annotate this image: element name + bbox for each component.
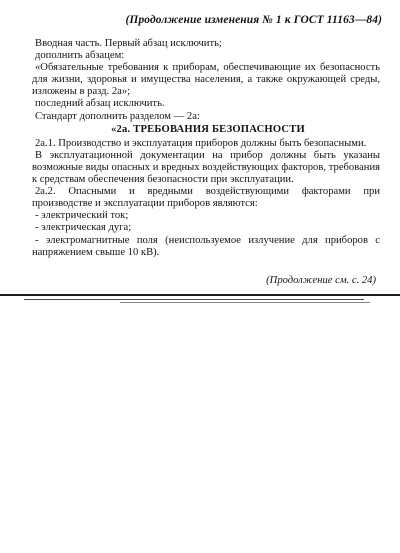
divider-line <box>0 294 400 296</box>
continued-note: (Продолжение см. с. 24) <box>266 275 376 286</box>
divider-line-tertiary <box>120 302 370 303</box>
document-body <box>32 38 380 259</box>
paragraph-intro-exclude: Вводная часть. Первый абзац исключить; <box>35 38 222 49</box>
clause-2a1: 2а.1. Производство и эксплуатация приборов должны быть безопасными. <box>35 137 367 149</box>
paragraph-quoted-requirements: «Обязательные требования к приборам, обеспечивающие их безопасность для жизни, здоровья и имущества населения, а также окружающей среды, изложены в разд. 2а»; <box>32 62 380 98</box>
divider-line-secondary <box>24 299 364 300</box>
paragraph-add-clause: дополнить абзацем: <box>35 50 125 62</box>
clause-2a2: 2а.2. Опасными и вредными воздействующими факторами при производстве и эксплуатации приборов являются: <box>32 186 380 210</box>
continuation-header: (Продолжение изменения № 1 к ГОСТ 11163—84) <box>125 14 382 26</box>
list-item-electromagnetic-fields: - электромагнитные поля (неиспользуемое излучение для приборов с напряжением свыше 10 кВ). <box>32 234 380 258</box>
paragraph-documentation: В эксплуатационной документации на прибор должны быть указаны возможные виды опасных и вредных воздействующих факторов, требования к средствам обеспечения безопасности при эксплуатации. <box>32 149 380 186</box>
paragraph-add-section: Стандарт дополнить разделом — 2а: <box>35 110 200 122</box>
paragraph-last-exclude: последний абзац исключить. <box>35 98 165 110</box>
section-title: «2а. ТРЕБОВАНИЯ БЕЗОПАСНОСТИ <box>110 123 305 135</box>
list-item-electric-arc: - электрическая дуга; <box>35 222 132 234</box>
list-item-electric-current: - электрический ток; <box>35 210 129 222</box>
